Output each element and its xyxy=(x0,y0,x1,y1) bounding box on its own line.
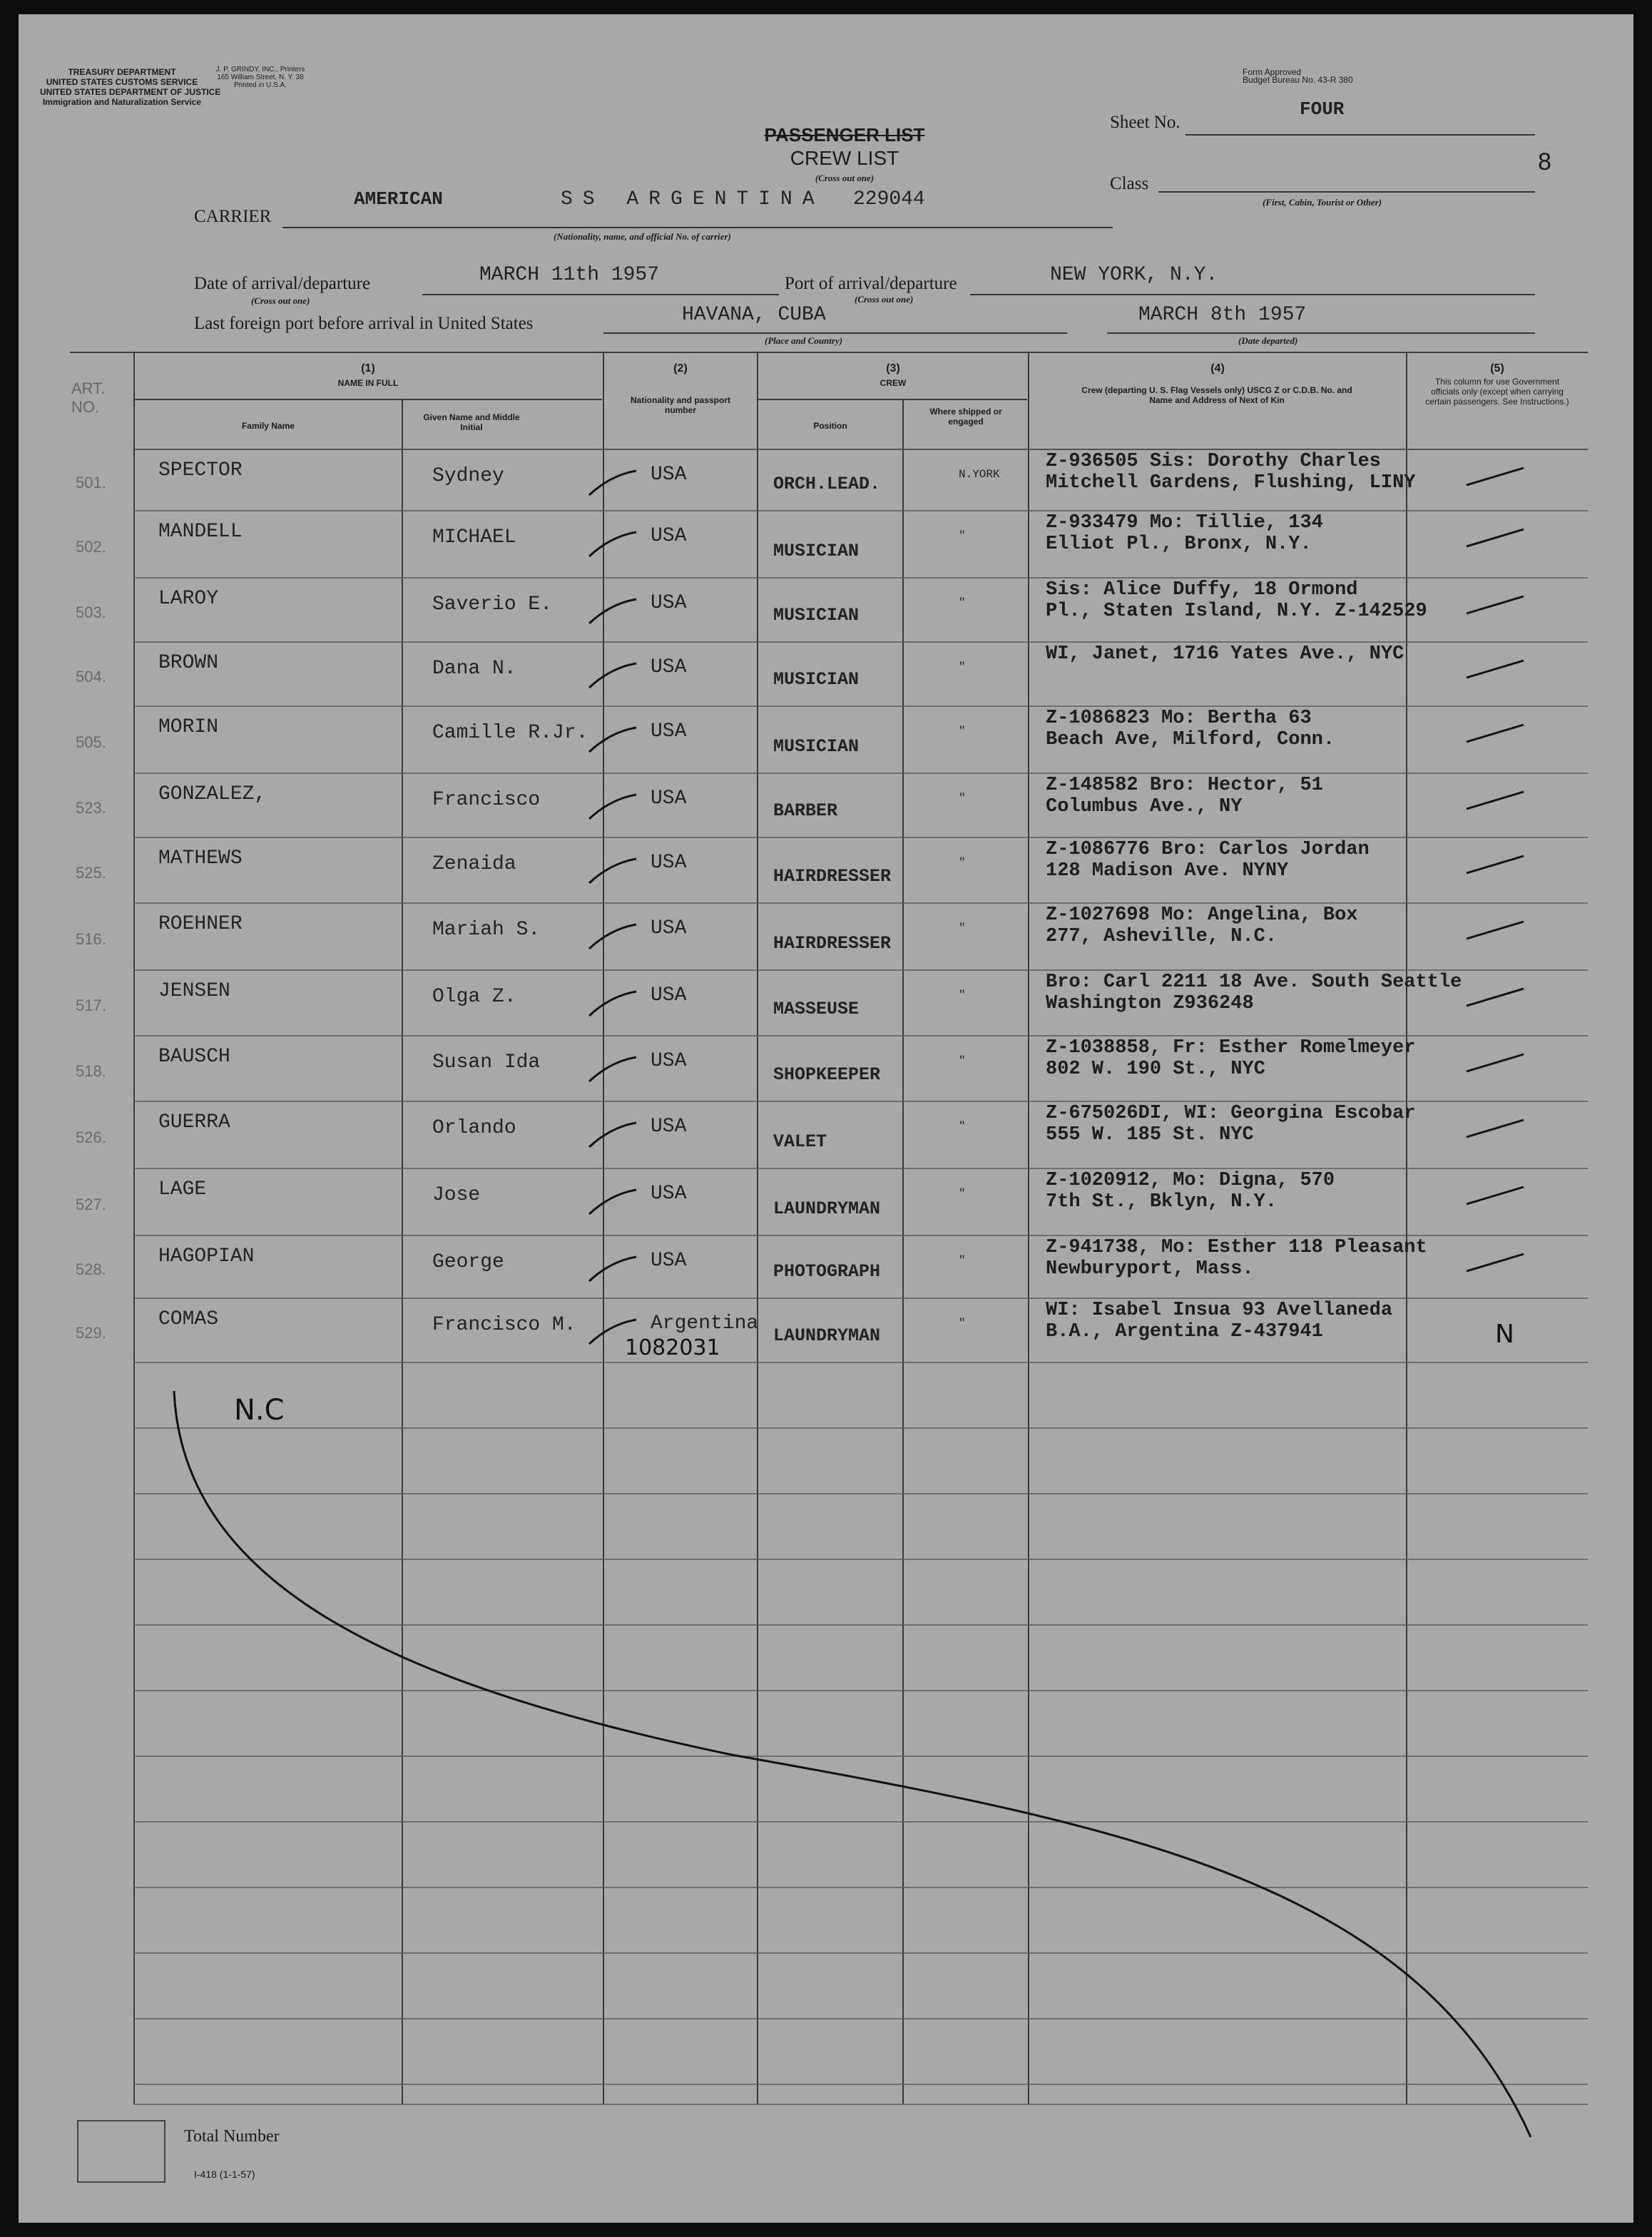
art-number: 518. xyxy=(76,1061,106,1080)
total-number-label: Total Number xyxy=(184,2127,280,2146)
agency-line-1: TREASURY DEPARTMENT xyxy=(68,67,176,77)
given-name: George xyxy=(432,1251,504,1273)
nationality: Argentina xyxy=(651,1313,759,1335)
col3-title: CREW xyxy=(879,378,907,388)
where-shipped-header: Where shipped or engaged xyxy=(929,407,1002,427)
position: VALET xyxy=(773,1131,827,1152)
next-of-kin-line-1: Sis: Alice Duffy, 18 Ormond xyxy=(1046,579,1358,601)
art-no-header: ART. NO. xyxy=(71,379,106,416)
position: LAUNDRYMAN xyxy=(773,1198,881,1219)
sheet-label: Sheet No. xyxy=(1110,113,1181,132)
given-name: Zenaida xyxy=(432,853,516,875)
carrier-caption: (Nationality, name, and official No. of carrier) xyxy=(554,231,731,242)
void-line xyxy=(19,14,1633,2223)
nationality: USA xyxy=(651,852,687,874)
next-of-kin-line-2: 555 W. 185 St. NYC xyxy=(1046,1124,1254,1146)
title-crew-list: CREW LIST xyxy=(790,147,899,169)
next-of-kin-line-1: WI, Janet, 1716 Yates Ave., NYC xyxy=(1046,643,1404,665)
last-port-caption: (Place and Country) xyxy=(765,335,843,346)
given-name: Susan Ida xyxy=(432,1051,541,1074)
art-number: 502. xyxy=(76,537,106,556)
family-name-header: Family Name xyxy=(241,421,295,431)
next-of-kin-line-1: Z-933479 Mo: Tillie, 134 xyxy=(1046,512,1323,534)
col1-title: NAME IN FULL xyxy=(337,378,399,388)
col2-number: (2) xyxy=(673,362,688,374)
family-name: HAGOPIAN xyxy=(158,1245,255,1268)
nationality: USA xyxy=(651,464,687,486)
carrier-name: SS ARGENTINA xyxy=(561,188,825,210)
crew-list-form xyxy=(19,14,1633,2223)
title-passenger-list: PASSENGER LIST xyxy=(764,124,925,146)
art-number: 516. xyxy=(76,929,106,948)
family-name: MATHEWS xyxy=(158,847,243,870)
next-of-kin-line-1: Z-936505 Sis: Dorothy Charles xyxy=(1046,451,1381,472)
given-name: Orlando xyxy=(432,1117,516,1139)
class-label: Class xyxy=(1110,174,1149,193)
given-name: Sydney xyxy=(432,465,504,487)
n-annotation: N xyxy=(1495,1320,1514,1349)
given-name: Francisco xyxy=(432,789,541,811)
title-cross-out: (Cross out one) xyxy=(815,173,875,183)
position: BARBER xyxy=(773,800,838,821)
nationality: USA xyxy=(651,656,687,678)
where-shipped: " xyxy=(959,1054,966,1067)
art-number: 527. xyxy=(76,1195,106,1213)
next-of-kin-line-2: Washington Z936248 xyxy=(1046,993,1254,1014)
nationality: USA xyxy=(651,1116,687,1138)
departed-caption: (Date departed) xyxy=(1238,335,1298,346)
form-approved-line-1: Form Approved xyxy=(1243,67,1302,77)
next-of-kin-line-1: Z-1086776 Bro: Carlos Jordan xyxy=(1046,839,1370,860)
where-shipped: " xyxy=(959,529,966,542)
total-number-box xyxy=(77,2120,165,2183)
given-name: Saverio E. xyxy=(432,593,553,616)
where-shipped: " xyxy=(959,922,966,934)
art-number: 525. xyxy=(76,863,106,882)
last-port-label: Last foreign port before arrival in United States xyxy=(194,314,534,333)
col5-title: This column for use Government officials only (except when carrying certain passengers. See Instructions.) xyxy=(1425,377,1569,407)
last-port-value: HAVANA, CUBA xyxy=(682,304,826,326)
nc-annotation: N.C xyxy=(234,1394,285,1427)
page-number: 8 xyxy=(1538,148,1551,175)
family-name: MANDELL xyxy=(158,521,243,543)
form-code: I-418 (1-1-57) xyxy=(194,2169,255,2180)
art-number: 503. xyxy=(76,603,106,621)
given-name-header: Given Name and Middle Initial xyxy=(423,412,520,432)
col4-title: Crew (departing U. S. Flag Vessels only) USCG Z or C.D.B. No. and Name and Address of Next of Kin xyxy=(1081,385,1352,405)
family-name: ROEHNER xyxy=(158,913,243,935)
where-shipped: " xyxy=(959,989,966,1002)
next-of-kin-line-2: Elliot Pl., Bronx, N.Y. xyxy=(1046,534,1312,555)
agency-line-3: UNITED STATES DEPARTMENT OF JUSTICE xyxy=(40,87,221,97)
position: HAIRDRESSER xyxy=(773,933,892,954)
printer-line-1: J. P. GRINDY, INC., Printers xyxy=(215,66,305,73)
given-name: Francisco M. xyxy=(432,1314,576,1336)
carrier-number: 229044 xyxy=(853,188,925,210)
date-caption: (Cross out one) xyxy=(251,295,310,306)
family-name: GONZALEZ, xyxy=(158,783,267,805)
position: MASSEUSE xyxy=(773,999,860,1019)
art-number: 504. xyxy=(76,668,106,686)
family-name: BROWN xyxy=(158,652,219,674)
given-name: Mariah S. xyxy=(432,919,541,941)
art-number: 529. xyxy=(76,1324,106,1342)
given-name: MICHAEL xyxy=(432,526,516,549)
printer-line-3: Printed in U.S.A. xyxy=(234,81,287,89)
next-of-kin-line-2: 7th St., Bklyn, N.Y. xyxy=(1046,1191,1278,1213)
form-approved-line-2: Budget Bureau No. 43-R 380 xyxy=(1243,75,1353,85)
family-name: MORIN xyxy=(158,716,219,738)
given-name: Camille R.Jr. xyxy=(432,722,588,744)
position-header: Position xyxy=(813,421,847,431)
family-name: LAROY xyxy=(158,588,219,610)
col1-number: (1) xyxy=(361,362,375,374)
where-shipped: " xyxy=(959,725,966,738)
nationality: USA xyxy=(651,788,687,810)
where-shipped: " xyxy=(959,792,966,805)
where-shipped: " xyxy=(959,661,966,673)
port-caption: (Cross out one) xyxy=(855,294,914,305)
nationality: USA xyxy=(651,984,687,1007)
next-of-kin-line-1: WI: Isabel Insua 93 Avellaneda xyxy=(1046,1300,1393,1321)
nationality: USA xyxy=(651,1183,687,1205)
where-shipped: N.YORK xyxy=(959,468,1000,481)
where-shipped: " xyxy=(959,596,966,609)
next-of-kin-line-1: Z-1038858, Fr: Esther Romelmeyer xyxy=(1046,1037,1416,1059)
next-of-kin-line-2: B.A., Argentina Z-437941 xyxy=(1046,1321,1323,1342)
sheet-value: FOUR xyxy=(1300,98,1345,120)
next-of-kin-line-1: Z-1086823 Mo: Bertha 63 xyxy=(1046,708,1312,729)
nationality: USA xyxy=(651,592,687,614)
carrier-nationality: AMERICAN xyxy=(354,188,443,210)
carrier-label: CARRIER xyxy=(194,207,272,226)
art-number: 501. xyxy=(76,474,106,492)
nationality: USA xyxy=(651,1250,687,1272)
art-number: 505. xyxy=(76,733,106,751)
nationality: USA xyxy=(651,917,687,939)
family-name: LAGE xyxy=(158,1178,207,1201)
date-label: Date of arrival/departure xyxy=(194,274,371,293)
family-name: BAUSCH xyxy=(158,1046,230,1068)
next-of-kin-line-1: Z-1027698 Mo: Angelina, Box xyxy=(1046,905,1358,926)
where-shipped: " xyxy=(959,1120,966,1133)
where-shipped: " xyxy=(959,1187,966,1200)
departed-value: MARCH 8th 1957 xyxy=(1138,304,1307,326)
passport-number: 1082031 xyxy=(625,1335,720,1360)
date-value: MARCH 11th 1957 xyxy=(479,264,660,286)
nationality: USA xyxy=(651,720,687,743)
agency-line-4: Immigration and Naturalization Service xyxy=(42,97,202,107)
where-shipped: " xyxy=(959,1317,966,1330)
nationality-header: Nationality and passport number xyxy=(630,395,731,415)
art-number: 523. xyxy=(76,799,106,817)
printer-line-2: 165 William Street, N. Y. 38 xyxy=(217,73,304,81)
next-of-kin-line-2: Beach Ave, Milford, Conn. xyxy=(1046,729,1335,750)
port-label: Port of arrival/departure xyxy=(785,274,957,293)
next-of-kin-line-2: 128 Madison Ave. NYNY xyxy=(1046,860,1289,882)
next-of-kin-line-2: 802 W. 190 St., NYC xyxy=(1046,1059,1265,1080)
class-caption: (First, Cabin, Tourist or Other) xyxy=(1263,197,1382,208)
position: MUSICIAN xyxy=(773,669,860,690)
col5-number: (5) xyxy=(1490,362,1504,374)
next-of-kin-line-2: Newburyport, Mass. xyxy=(1046,1258,1254,1280)
position: MUSICIAN xyxy=(773,736,860,757)
next-of-kin-line-2: Mitchell Gardens, Flushing, LINY xyxy=(1046,472,1416,494)
next-of-kin-line-2: 277, Asheville, N.C. xyxy=(1046,926,1278,947)
port-value: NEW YORK, N.Y. xyxy=(1050,264,1218,286)
col4-number: (4) xyxy=(1210,362,1225,374)
position: MUSICIAN xyxy=(773,541,860,561)
next-of-kin-line-1: Z-148582 Bro: Hector, 51 xyxy=(1046,775,1323,796)
position: HAIRDRESSER xyxy=(773,866,892,887)
family-name: GUERRA xyxy=(158,1111,230,1133)
next-of-kin-line-1: Bro: Carl 2211 18 Ave. South Seattle xyxy=(1046,972,1462,993)
position: PHOTOGRAPH xyxy=(773,1261,881,1282)
family-name: SPECTOR xyxy=(158,459,243,481)
next-of-kin-line-1: Z-941738, Mo: Esther 118 Pleasant xyxy=(1046,1237,1427,1258)
art-number: 528. xyxy=(76,1260,106,1279)
col3-number: (3) xyxy=(886,362,900,374)
next-of-kin-line-1: Z-1020912, Mo: Digna, 570 xyxy=(1046,1170,1335,1191)
nationality: USA xyxy=(651,525,687,547)
nationality: USA xyxy=(651,1050,687,1072)
next-of-kin-line-2: Columbus Ave., NY xyxy=(1046,796,1243,817)
family-name: COMAS xyxy=(158,1308,219,1330)
given-name: Dana N. xyxy=(432,658,516,680)
position: SHOPKEEPER xyxy=(773,1064,881,1085)
where-shipped: " xyxy=(959,856,966,869)
next-of-kin-line-2: Pl., Staten Island, N.Y. Z-142529 xyxy=(1046,601,1427,622)
art-number: 526. xyxy=(76,1128,106,1146)
position: MUSICIAN xyxy=(773,605,860,626)
given-name: Olga Z. xyxy=(432,986,516,1008)
position: LAUNDRYMAN xyxy=(773,1325,881,1346)
next-of-kin-line-1: Z-675026DI, WI: Georgina Escobar xyxy=(1046,1103,1416,1124)
agency-line-2: UNITED STATES CUSTOMS SERVICE xyxy=(46,77,198,87)
where-shipped: " xyxy=(959,1254,966,1267)
art-number: 517. xyxy=(76,996,106,1014)
position: ORCH.LEAD. xyxy=(773,474,881,494)
family-name: JENSEN xyxy=(158,980,230,1002)
given-name: Jose xyxy=(432,1184,481,1206)
